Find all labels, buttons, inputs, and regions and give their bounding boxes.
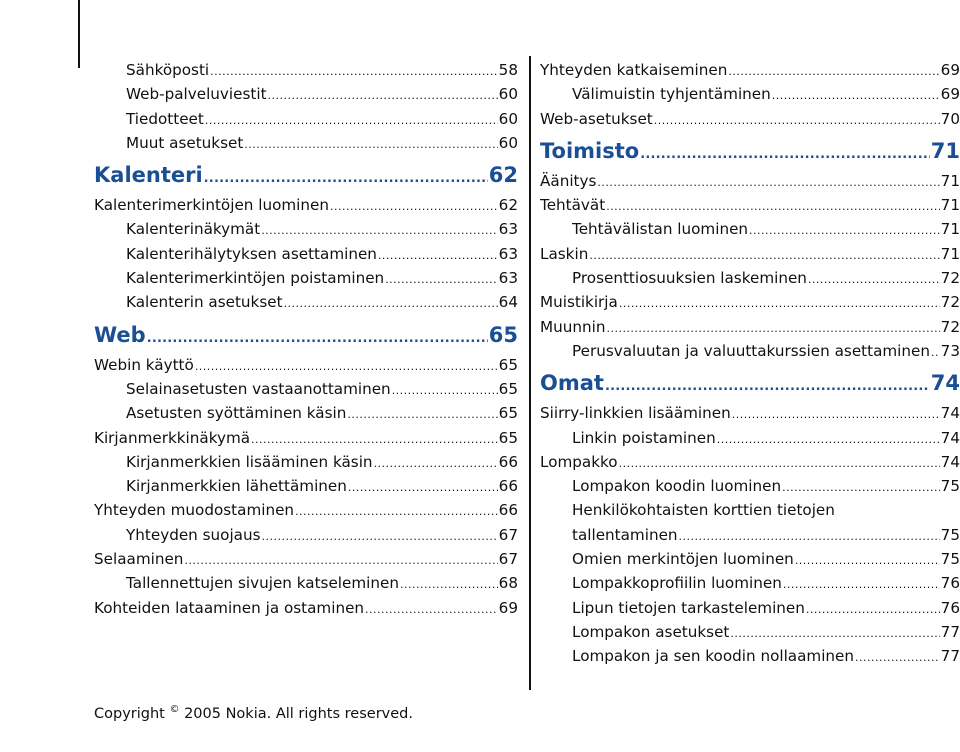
toc-entry-page: 71 <box>940 220 960 239</box>
toc-entry[interactable] <box>94 353 518 377</box>
toc-entry[interactable] <box>540 596 960 620</box>
toc-entry-title: Äänitys <box>540 171 597 190</box>
toc-entry-title: Kirjanmerkkien lähettäminen <box>126 477 347 496</box>
dot-leader <box>244 139 497 154</box>
dot-leader <box>808 274 940 289</box>
toc-section-heading[interactable] <box>540 366 960 401</box>
toc-entry-page: 71 <box>940 196 960 215</box>
toc-entry-title: Yhteyden muodostaminen <box>94 501 295 520</box>
toc-entry-page: 69 <box>498 598 518 617</box>
toc-entry-page: 60 <box>498 133 518 152</box>
toc-entry-title: Sähköposti <box>126 61 210 79</box>
dot-leader <box>619 458 940 473</box>
toc-entry-page: 65 <box>488 322 518 347</box>
toc-entry-page: 75 <box>940 550 960 569</box>
toc-entry-title: Kalenterimerkintöjen luominen <box>94 196 329 215</box>
toc-entry-title: tallentaminen <box>572 525 678 544</box>
toc-entry[interactable] <box>540 169 960 193</box>
toc-entry[interactable] <box>540 107 960 131</box>
toc-entry[interactable] <box>540 450 960 474</box>
toc-entry[interactable] <box>94 266 518 290</box>
toc-entry-page: 72 <box>940 317 960 336</box>
dot-leader <box>385 274 497 289</box>
toc-entry-title: Selaaminen <box>94 550 184 569</box>
toc-entry[interactable] <box>94 596 518 620</box>
dot-leader <box>330 201 498 216</box>
toc-entry-page: 77 <box>940 647 960 666</box>
toc-entry-title: Kirjanmerkkinäkymä <box>94 428 251 447</box>
toc-entry[interactable] <box>94 193 518 217</box>
toc-entry[interactable] <box>540 401 960 425</box>
column-divider <box>529 56 531 690</box>
dot-leader <box>262 531 498 546</box>
toc-entry-page: 63 <box>498 269 518 288</box>
toc-entry-title: Toimisto <box>540 138 640 163</box>
toc-entry-title: Lipun tietojen tarkasteleminen <box>572 598 805 617</box>
toc-entry[interactable] <box>540 193 960 217</box>
dot-leader <box>717 434 940 449</box>
toc-left-column <box>94 58 518 620</box>
toc-entry[interactable] <box>94 58 518 82</box>
dot-leader <box>855 652 940 667</box>
toc-entry-page: 66 <box>498 452 518 471</box>
dot-leader <box>589 250 939 265</box>
dot-leader <box>605 380 930 401</box>
copyright-suffix: 2005 Nokia. All rights reserved. <box>179 705 413 722</box>
toc-entry-title: Prosenttiosuuksien laskeminen <box>572 269 807 288</box>
dot-leader <box>365 604 498 619</box>
toc-entry-title: Kalenteri <box>94 163 203 188</box>
toc-entry-page: 74 <box>940 428 960 447</box>
toc-entry-page: 63 <box>498 220 518 239</box>
toc-entry-title: Web-asetukset <box>540 109 653 128</box>
toc-entry-title: Yhteyden katkaiseminen <box>540 61 728 79</box>
dot-leader <box>392 385 498 400</box>
dot-leader <box>640 148 930 169</box>
toc-entry[interactable] <box>540 82 960 106</box>
toc-entry-title: Lompakon ja sen koodin nollaaminen <box>572 647 855 666</box>
toc-entry-page: 67 <box>498 550 518 569</box>
dot-leader <box>728 66 939 81</box>
dot-leader <box>654 115 940 130</box>
toc-right-column <box>540 58 960 669</box>
dot-leader <box>597 177 939 192</box>
toc-entry[interactable] <box>94 131 518 155</box>
dot-leader <box>732 409 940 424</box>
toc-entry-page: 62 <box>498 196 518 215</box>
toc-entry-title: Siirry-linkkien lisääminen <box>540 404 731 423</box>
toc-entry[interactable] <box>540 242 960 266</box>
toc-entry-page: 74 <box>930 371 960 396</box>
toc-entry[interactable] <box>540 266 960 290</box>
toc-entry-page: 71 <box>940 244 960 263</box>
toc-entry[interactable] <box>540 523 960 547</box>
toc-entry-title: Lompakkoprofiilin luominen <box>572 574 782 593</box>
toc-entry-page: 64 <box>498 293 518 312</box>
toc-entry-page: 63 <box>498 244 518 263</box>
toc-entry-page: 76 <box>940 574 960 593</box>
toc-entry[interactable] <box>94 377 518 401</box>
toc-entry-title: Selainasetusten vastaanottaminen <box>126 379 391 398</box>
toc-section-heading[interactable] <box>94 158 518 193</box>
toc-entry-page: 72 <box>940 293 960 312</box>
toc-entry-title: Web-palveluviestit <box>126 85 267 104</box>
toc-entry-title: Lompakon asetukset <box>572 622 730 641</box>
toc-entry-page: 69 <box>940 85 960 104</box>
toc-entry-title: Kohteiden lataaminen ja ostaminen <box>94 598 365 617</box>
toc-entry-title: Lompakko <box>540 452 618 471</box>
toc-entry-title: Omat <box>540 371 604 396</box>
dot-leader <box>348 482 498 497</box>
dot-leader <box>772 90 940 105</box>
dot-leader <box>374 458 498 473</box>
toc-entry-title: Tehtävät <box>540 196 606 215</box>
toc-entry[interactable] <box>540 290 960 314</box>
dot-leader <box>347 409 497 424</box>
toc-entry[interactable] <box>540 547 960 571</box>
toc-entry-page: 62 <box>488 163 518 188</box>
toc-entry-page: 67 <box>498 525 518 544</box>
toc-entry-page: 72 <box>940 269 960 288</box>
toc-entry-title: Webin käyttö <box>94 355 194 374</box>
dot-leader <box>205 115 498 130</box>
toc-entry[interactable] <box>540 426 960 450</box>
toc-entry-page: 70 <box>940 109 960 128</box>
toc-entry-page: 66 <box>498 501 518 520</box>
dot-leader <box>400 579 498 594</box>
toc-entry-page: 71 <box>930 138 960 163</box>
toc-entry[interactable] <box>540 58 960 82</box>
toc-entry-page: 58 <box>498 61 518 79</box>
toc-entry-page: 68 <box>498 574 518 593</box>
copyright-footer <box>94 704 413 722</box>
toc-entry[interactable] <box>540 571 960 595</box>
dot-leader <box>268 90 498 105</box>
toc-entry-title: Lompakon koodin luominen <box>572 477 782 496</box>
dot-leader <box>931 347 940 362</box>
toc-section-heading[interactable] <box>540 134 960 169</box>
toc-entry[interactable] <box>94 217 518 241</box>
dot-leader <box>619 298 940 313</box>
toc-entry-title: Perusvaluutan ja valuuttakurssien asettaminen <box>572 341 930 360</box>
toc-entry-title: Muunnin <box>540 317 606 336</box>
toc-entry-page: 74 <box>940 404 960 423</box>
dot-leader <box>195 361 498 376</box>
dot-leader <box>251 434 498 449</box>
toc-entry[interactable] <box>94 401 518 425</box>
toc-entry-title: Välimuistin tyhjentäminen <box>572 85 771 104</box>
dot-leader <box>284 298 498 313</box>
dot-leader <box>730 628 939 643</box>
toc-entry-title: Asetusten syöttäminen käsin <box>126 404 347 423</box>
dot-leader <box>204 172 488 193</box>
toc-entry-page: 65 <box>498 428 518 447</box>
toc-entry-page: 65 <box>498 404 518 423</box>
dot-leader <box>795 555 940 570</box>
toc-entry[interactable] <box>540 474 960 498</box>
toc-entry-title: Yhteyden suojaus <box>126 525 261 544</box>
toc-entry-title: Laskin <box>540 244 589 263</box>
toc-entry-page: 75 <box>940 477 960 496</box>
copyright-prefix: Copyright <box>94 705 170 722</box>
toc-entry[interactable] <box>94 242 518 266</box>
toc-entry[interactable] <box>540 644 960 668</box>
toc-entry-title: Tallennettujen sivujen katseleminen <box>126 574 399 593</box>
toc-entry[interactable] <box>540 620 960 644</box>
dot-leader <box>210 66 498 81</box>
toc-entry[interactable] <box>94 523 518 547</box>
toc-entry-title: Kalenterihälytyksen asettaminen <box>126 244 377 263</box>
dot-leader <box>606 201 939 216</box>
dot-leader <box>261 225 497 240</box>
toc-entry-title: Muistikirja <box>540 293 618 312</box>
toc-entry[interactable] <box>540 217 960 241</box>
toc-entry[interactable] <box>94 426 518 450</box>
toc-entry-page: 75 <box>940 525 960 544</box>
toc-entry-page: 71 <box>940 171 960 190</box>
toc-entry-title: Omien merkintöjen luominen <box>572 550 794 569</box>
dot-leader <box>782 482 940 497</box>
toc-entry[interactable] <box>94 474 518 498</box>
toc-entry-page: 69 <box>940 61 960 79</box>
toc-entry-title: Kirjanmerkkien lisääminen käsin <box>126 452 373 471</box>
toc-entry[interactable] <box>94 571 518 595</box>
dot-leader <box>606 323 939 338</box>
toc-entry[interactable] <box>94 82 518 106</box>
toc-entry-title: Web <box>94 322 146 347</box>
dot-leader <box>749 225 940 240</box>
toc-section-heading[interactable] <box>94 318 518 353</box>
dot-leader <box>184 555 497 570</box>
toc-entry-title: Tehtävälistan luominen <box>572 220 749 239</box>
dot-leader <box>378 250 498 265</box>
toc-entry-page: 73 <box>940 341 960 360</box>
toc-entry[interactable] <box>94 450 518 474</box>
dot-leader <box>295 506 498 521</box>
toc-entry-title: Henkilökohtaisten korttien tietojen <box>572 501 835 520</box>
copyright-symbol: © <box>169 704 180 715</box>
toc-entry-page: 60 <box>498 109 518 128</box>
toc-entry-page: 77 <box>940 622 960 641</box>
toc-entry-title: Kalenterimerkintöjen poistaminen <box>126 269 385 288</box>
toc-entry-title: Kalenterin asetukset <box>126 293 283 312</box>
toc-entry-page: 66 <box>498 477 518 496</box>
toc-entry-page: 65 <box>498 379 518 398</box>
dot-leader <box>783 579 940 594</box>
toc-entry[interactable] <box>540 498 960 522</box>
toc-entry[interactable] <box>94 290 518 314</box>
toc-entry-page: 76 <box>940 598 960 617</box>
toc-entry-page: 74 <box>940 452 960 471</box>
dot-leader <box>147 332 488 353</box>
toc-entry[interactable] <box>94 107 518 131</box>
toc-entry[interactable] <box>94 498 518 522</box>
toc-entry[interactable] <box>540 315 960 339</box>
toc-entry-title: Kalenterinäkymät <box>126 220 261 239</box>
toc-entry-page: 65 <box>498 355 518 374</box>
left-margin-rule <box>78 0 80 68</box>
toc-entry-page: 60 <box>498 85 518 104</box>
toc-entry[interactable] <box>94 547 518 571</box>
toc-entry[interactable] <box>540 339 960 363</box>
toc-entry-title: Tiedotteet <box>126 109 204 128</box>
toc-entry-title: Muut asetukset <box>126 133 244 152</box>
toc-entry-title: Linkin poistaminen <box>572 428 716 447</box>
dot-leader <box>806 604 940 619</box>
dot-leader <box>679 531 940 546</box>
